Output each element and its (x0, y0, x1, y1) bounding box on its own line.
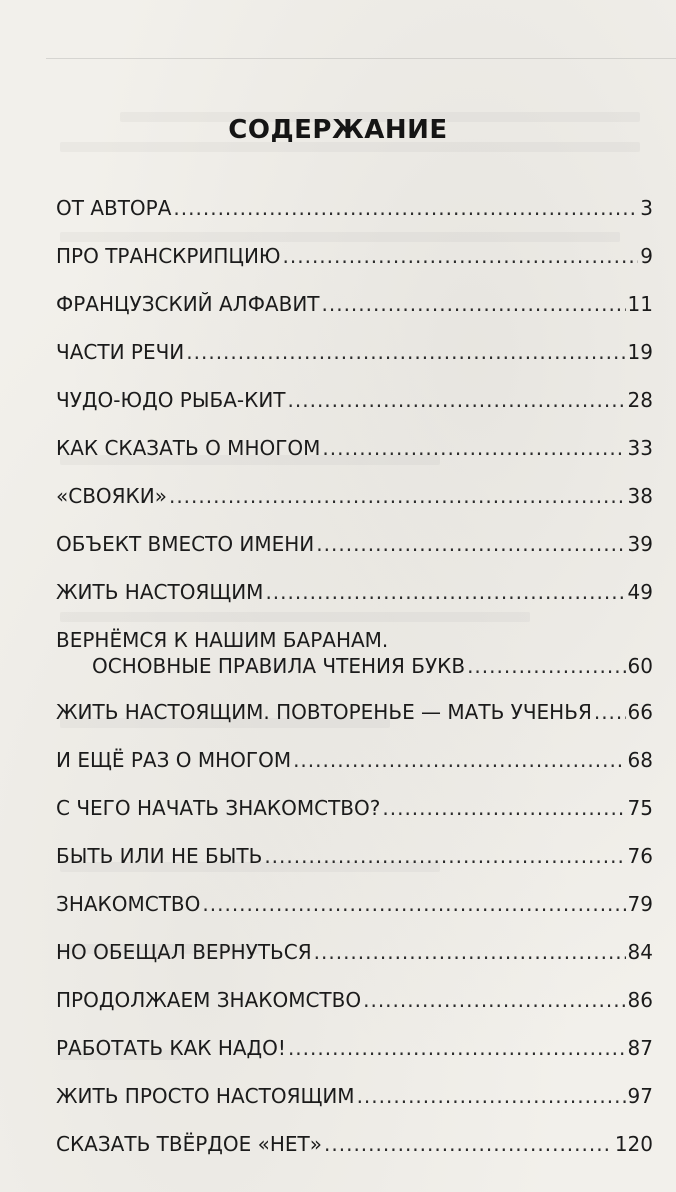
toc-entry-page: 86 (627, 988, 653, 1012)
toc-entry-title: РАБОТАТЬ КАК НАДО! (56, 1036, 286, 1060)
toc-entry-page: 60 (627, 654, 653, 678)
toc-entry (56, 747, 653, 795)
dot-leader (316, 531, 625, 557)
dot-leader (169, 483, 626, 509)
toc-entry-title: ЧАСТИ РЕЧИ (56, 340, 185, 364)
toc-entry-title: ПРО ТРАНСКРИПЦИЮ (56, 244, 281, 268)
toc-entry (56, 1131, 653, 1179)
toc-entry-title: ЗНАКОМСТВО (56, 892, 201, 916)
toc-entry-title: С ЧЕГО НАЧАТЬ ЗНАКОМСТВО? (56, 796, 381, 820)
dot-leader (314, 939, 626, 965)
dot-leader (288, 1035, 626, 1061)
toc-entry (56, 939, 653, 987)
dot-leader (173, 195, 638, 221)
dot-leader (264, 843, 625, 869)
toc-entry-title-line2: ОСНОВНЫЕ ПРАВИЛА ЧТЕНИЯ БУКВ (92, 654, 466, 678)
dot-leader (594, 699, 626, 725)
toc-entry (56, 387, 653, 435)
toc-entry-page: 33 (627, 436, 653, 460)
dot-leader (324, 1131, 613, 1157)
toc-entry-title: НО ОБЕЩАЛ ВЕРНУТЬСЯ (56, 940, 312, 964)
toc-entry (56, 987, 653, 1035)
dot-leader (186, 339, 625, 365)
toc-entry (56, 435, 653, 483)
toc-entry-page: 75 (627, 796, 653, 820)
toc-entry-page: 49 (627, 580, 653, 604)
dot-leader (322, 291, 626, 317)
toc-entry-page: 84 (627, 940, 653, 964)
toc-entry (56, 843, 653, 891)
toc-entry-page: 97 (627, 1084, 653, 1108)
toc-entry (56, 699, 653, 747)
toc-entry-title: ЖИТЬ НАСТОЯЩИМ. ПОВТОРЕНЬЕ — МАТЬ УЧЕНЬЯ (56, 700, 592, 724)
toc-entry-page: 9 (640, 244, 653, 268)
toc-entry-page: 28 (627, 388, 653, 412)
toc-entry-title: СКАЗАТЬ ТВЁРДОЕ «НЕТ» (56, 1132, 323, 1156)
dot-leader (293, 747, 625, 773)
toc-entry-page: 120 (614, 1132, 653, 1156)
toc-entry-page: 3 (640, 196, 653, 220)
toc-entry (56, 891, 653, 939)
toc-entry (56, 483, 653, 531)
toc-entry-title: БЫТЬ ИЛИ НЕ БЫТЬ (56, 844, 263, 868)
toc-entry (56, 579, 653, 627)
toc-entry-page: 87 (627, 1036, 653, 1060)
dot-leader (357, 1083, 626, 1109)
toc-entry (56, 1035, 653, 1083)
toc-entry (56, 291, 653, 339)
dot-leader (322, 435, 625, 461)
toc-entry (56, 531, 653, 579)
toc-entry-page: 66 (627, 700, 653, 724)
toc-entry-page: 11 (627, 292, 653, 316)
dot-leader (288, 387, 626, 413)
toc-entry (56, 339, 653, 387)
toc-entry-page: 19 (627, 340, 653, 364)
toc-entry-title: И ЕЩЁ РАЗ О МНОГОМ (56, 748, 292, 772)
toc-entry-title: ЖИТЬ НАСТОЯЩИМ (56, 580, 264, 604)
toc-entry-page: 76 (627, 844, 653, 868)
toc-entry-continuation (56, 653, 653, 679)
toc-entry (56, 627, 653, 699)
toc-entry-title: ЖИТЬ ПРОСТО НАСТОЯЩИМ (56, 1084, 355, 1108)
toc-entry-title: ПРОДОЛЖАЕМ ЗНАКОМСТВО (56, 988, 362, 1012)
dot-leader (283, 243, 639, 269)
toc-entry-page: 39 (627, 532, 653, 556)
toc-entry-title: «СВОЯКИ» (56, 484, 167, 508)
table-of-contents (56, 195, 653, 1179)
dot-leader (265, 579, 625, 605)
dot-leader (363, 987, 625, 1013)
toc-entry (56, 243, 653, 291)
dot-leader (382, 795, 625, 821)
toc-entry-page: 38 (627, 484, 653, 508)
toc-entry-page: 79 (627, 892, 653, 916)
toc-entry (56, 1083, 653, 1131)
toc-entry-title: КАК СКАЗАТЬ О МНОГОМ (56, 436, 321, 460)
toc-entry-title: ЧУДО-ЮДО РЫБА-КИТ (56, 388, 286, 412)
toc-title: СОДЕРЖАНИЕ (228, 115, 448, 146)
toc-entry-page: 68 (627, 748, 653, 772)
toc-entry (56, 195, 653, 243)
header-rule (46, 58, 676, 59)
toc-entry-title: ВЕРНЁМСЯ К НАШИМ БАРАНАМ. (56, 628, 389, 652)
dot-leader (202, 891, 625, 917)
dot-leader (467, 653, 625, 679)
toc-entry (56, 795, 653, 843)
toc-entry-title: ФРАНЦУЗСКИЙ АЛФАВИТ (56, 292, 320, 316)
toc-entry-title: ОБЪЕКТ ВМЕСТО ИМЕНИ (56, 532, 315, 556)
toc-entry-title: ОТ АВТОРА (56, 196, 172, 220)
